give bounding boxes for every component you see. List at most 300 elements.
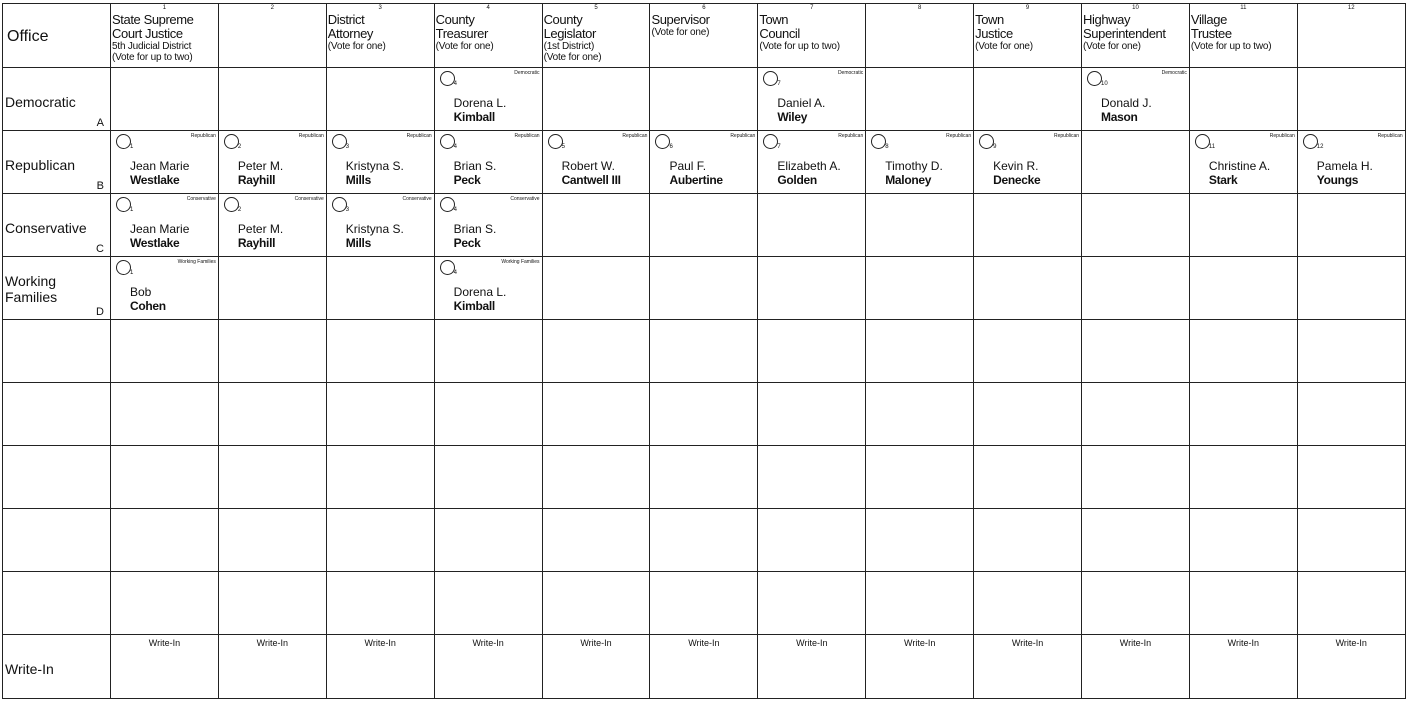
party-row-letter: B	[96, 180, 104, 192]
writein-cell[interactable]	[974, 635, 1082, 699]
empty-cell	[3, 446, 111, 509]
candidate-first-name: Paul F.	[669, 159, 707, 173]
candidate-party-label: Republican	[514, 133, 540, 139]
candidate-cell[interactable]	[326, 131, 434, 194]
office-title-line: Court Justice	[112, 26, 183, 41]
party-row-letter: D	[96, 306, 104, 318]
candidate-cell[interactable]	[434, 257, 542, 320]
vote-oval[interactable]	[763, 71, 781, 87]
writein-label: Write-In	[1011, 638, 1044, 648]
candidate-last-name: Rayhill	[237, 173, 276, 187]
empty-cell	[974, 572, 1082, 635]
empty-cell	[758, 257, 866, 320]
party-name-line: Working	[5, 273, 57, 289]
empty-cell	[218, 572, 326, 635]
writein-cell[interactable]	[1297, 635, 1405, 699]
candidate-cell[interactable]	[866, 131, 974, 194]
office-instruction: (Vote for one)	[975, 41, 1033, 52]
oval-number: 3	[345, 207, 350, 213]
vote-oval[interactable]	[224, 197, 242, 213]
empty-cell	[1082, 572, 1190, 635]
vote-oval[interactable]	[440, 134, 458, 150]
empty-cell	[974, 509, 1082, 572]
empty-cell	[866, 383, 974, 446]
empty-cell	[3, 383, 111, 446]
party-name	[5, 273, 57, 305]
candidate-last-name: Mason	[1101, 110, 1138, 124]
office-instruction: (Vote for one)	[327, 41, 386, 52]
empty-cell	[542, 68, 650, 131]
office-instruction: (Vote for one)	[1083, 41, 1141, 52]
office-title	[975, 13, 1033, 52]
empty-cell	[326, 320, 434, 383]
writein-cell[interactable]	[1189, 635, 1297, 699]
empty-cell	[326, 446, 434, 509]
oval-number: 8	[885, 144, 889, 150]
column-number: 3	[378, 5, 382, 11]
office-instruction: (Vote for up to two)	[1190, 41, 1272, 52]
office-column-header	[1297, 4, 1405, 68]
candidate-party-label: Republican	[1269, 133, 1295, 139]
empty-cell	[1297, 68, 1405, 131]
candidate-cell[interactable]	[434, 131, 542, 194]
empty-cell	[111, 446, 219, 509]
vote-oval[interactable]	[1195, 134, 1210, 149]
candidate-party-label: Republican	[190, 133, 216, 139]
writein-cell[interactable]	[1082, 635, 1190, 699]
column-number: 8	[918, 5, 922, 11]
writein-label-cell	[3, 635, 111, 699]
vote-oval[interactable]	[332, 197, 350, 213]
candidate-last-name: Cohen	[130, 299, 166, 313]
empty-cell	[1297, 446, 1405, 509]
blank-row	[3, 446, 1406, 509]
empty-cell	[866, 320, 974, 383]
candidate-party-label: Republican	[946, 133, 972, 139]
candidate-first-name: Robert W.	[561, 159, 615, 173]
column-number: 11	[1240, 5, 1247, 11]
oval-number: 1	[130, 144, 134, 150]
office-title-line: Council	[759, 26, 800, 41]
office-title	[1083, 13, 1166, 52]
empty-cell	[974, 320, 1082, 383]
writein-cell[interactable]	[111, 635, 219, 699]
empty-cell	[326, 509, 434, 572]
empty-cell	[542, 572, 650, 635]
empty-cell	[650, 572, 758, 635]
empty-cell	[866, 257, 974, 320]
candidate-first-name: Kevin R.	[993, 159, 1039, 173]
candidate-cell[interactable]	[1297, 131, 1405, 194]
writein-label: Write-In	[256, 638, 288, 648]
candidate-first-name: Christine A.	[1208, 159, 1271, 173]
office-title	[759, 13, 840, 52]
office-title-line: Justice	[975, 26, 1013, 41]
writein-cell[interactable]	[542, 635, 650, 699]
empty-cell	[758, 509, 866, 572]
empty-cell	[1082, 194, 1190, 257]
candidate-cell[interactable]	[434, 194, 542, 257]
empty-cell	[218, 257, 326, 320]
candidate-cell[interactable]	[218, 194, 326, 257]
candidate-party-label: Democratic	[837, 70, 864, 76]
office-title-line: Treasurer	[435, 26, 488, 41]
writein-cell[interactable]	[326, 635, 434, 699]
empty-cell	[1297, 320, 1405, 383]
office-title	[436, 13, 494, 52]
empty-cell	[434, 320, 542, 383]
office-instruction: (1st District)	[543, 41, 595, 52]
column-number: 2	[270, 5, 274, 11]
empty-cell	[1297, 572, 1405, 635]
office-title-line: Superintendent	[1083, 26, 1166, 41]
oval-number: 7	[777, 81, 781, 87]
candidate-party-label: Conservative	[186, 196, 216, 202]
candidate-last-name: Youngs	[1316, 173, 1359, 187]
office-header-label-cell	[3, 4, 111, 68]
empty-cell	[1082, 131, 1190, 194]
empty-cell	[542, 257, 650, 320]
candidate-party-label: Working Families	[177, 259, 216, 265]
writein-label: Write-In	[1119, 638, 1152, 648]
party-row-letter: C	[96, 243, 104, 255]
party-name	[5, 220, 87, 236]
empty-cell	[434, 446, 542, 509]
oval-number: 1	[130, 270, 134, 276]
empty-cell	[1189, 320, 1297, 383]
empty-cell	[1082, 446, 1190, 509]
empty-cell	[542, 509, 650, 572]
candidate-last-name: Kimball	[453, 299, 495, 313]
candidate-cell[interactable]	[111, 194, 219, 257]
writein-cell[interactable]	[434, 635, 542, 699]
candidate-first-name: Kristyna S.	[345, 159, 404, 173]
writein-cell[interactable]	[650, 635, 758, 699]
writein-label: Write-In	[148, 638, 181, 648]
vote-oval[interactable]	[116, 134, 134, 150]
office-title-line: Highway	[1083, 12, 1131, 27]
office-column-header	[434, 4, 542, 68]
empty-cell	[1189, 257, 1297, 320]
candidate-cell[interactable]	[650, 131, 758, 194]
candidate-last-name: Westlake	[130, 236, 180, 250]
writein-label: Write-In	[796, 638, 828, 648]
vote-oval[interactable]	[1303, 134, 1318, 149]
empty-cell	[542, 446, 650, 509]
party-name-line: Conservative	[5, 220, 87, 236]
candidate-first-name: Timothy D.	[885, 159, 943, 173]
empty-cell	[650, 446, 758, 509]
empty-cell	[974, 446, 1082, 509]
office-title-line: County	[543, 12, 583, 27]
empty-cell	[434, 509, 542, 572]
empty-cell	[111, 68, 219, 131]
empty-cell	[218, 68, 326, 131]
party-row	[3, 68, 1406, 131]
office-instruction: (Vote for one)	[435, 41, 494, 52]
empty-cell	[866, 509, 974, 572]
empty-cell	[1082, 383, 1190, 446]
vote-oval[interactable]	[763, 134, 781, 150]
office-instruction: (Vote for up to two)	[112, 52, 193, 63]
candidate-last-name: Peck	[453, 236, 481, 250]
candidate-party-label: Democratic	[514, 70, 540, 76]
office-title-line: Legislator	[543, 26, 596, 41]
blank-row	[3, 320, 1406, 383]
office-title	[544, 13, 602, 63]
office-title-line: Town	[759, 12, 789, 27]
oval-number: 4	[453, 207, 458, 213]
party-label-cell	[3, 257, 111, 320]
oval-number: 4	[453, 81, 458, 87]
party-name	[5, 94, 76, 110]
column-number: 10	[1132, 5, 1139, 11]
party-row	[3, 194, 1406, 257]
empty-cell	[542, 194, 650, 257]
candidate-cell[interactable]	[111, 131, 219, 194]
candidate-party-label: Republican	[1053, 133, 1080, 139]
writein-row-label: Write-In	[5, 661, 54, 677]
party-label-cell	[3, 68, 111, 131]
candidate-last-name: Golden	[777, 173, 817, 187]
empty-cell	[758, 446, 866, 509]
oval-number: 2	[237, 144, 242, 150]
empty-cell	[326, 257, 434, 320]
office-title-line: Village	[1190, 12, 1227, 27]
vote-oval[interactable]	[440, 71, 458, 87]
candidate-first-name: Jean Marie	[130, 222, 190, 236]
writein-label: Write-In	[580, 638, 612, 648]
candidate-first-name: Elizabeth A.	[777, 159, 841, 173]
empty-cell	[326, 68, 434, 131]
candidate-last-name: Aubertine	[669, 173, 723, 187]
candidate-cell[interactable]	[111, 257, 219, 320]
empty-cell	[434, 572, 542, 635]
writein-label: Write-In	[364, 638, 396, 648]
office-title	[651, 13, 709, 38]
candidate-last-name: Cantwell III	[561, 173, 621, 187]
candidate-cell[interactable]	[758, 131, 866, 194]
column-number: 1	[162, 5, 167, 11]
oval-number: 4	[453, 270, 458, 276]
office-title-line: State Supreme	[112, 12, 194, 27]
empty-cell	[650, 68, 758, 131]
candidate-first-name: Dorena L.	[453, 285, 507, 299]
office-title-line: Trustee	[1190, 26, 1232, 41]
oval-number: 11	[1208, 144, 1216, 150]
empty-cell	[218, 320, 326, 383]
office-instruction: (Vote for up to two)	[759, 41, 840, 52]
empty-cell	[1297, 383, 1405, 446]
column-number: 4	[486, 5, 490, 11]
candidate-cell[interactable]	[542, 131, 650, 194]
vote-oval[interactable]	[224, 134, 242, 150]
empty-cell	[1189, 194, 1297, 257]
candidate-party-label: Republican	[1377, 133, 1403, 139]
candidate-first-name: Bob	[130, 285, 152, 299]
candidate-cell[interactable]	[326, 194, 434, 257]
writein-label: Write-In	[688, 638, 720, 648]
empty-cell	[434, 383, 542, 446]
candidate-cell[interactable]	[758, 68, 866, 131]
blank-row	[3, 383, 1406, 446]
oval-number: 2	[237, 207, 242, 213]
candidate-last-name: Westlake	[130, 173, 180, 187]
candidate-party-label: Republican	[838, 133, 864, 139]
oval-number: 3	[345, 144, 350, 150]
empty-cell	[650, 383, 758, 446]
empty-cell	[111, 383, 219, 446]
office-instruction: 5th Judicial District	[112, 41, 192, 52]
writein-cell[interactable]	[866, 635, 974, 699]
office-header-label: Office	[7, 28, 49, 45]
office-column-header	[111, 4, 219, 68]
column-number: 7	[810, 5, 814, 11]
column-number: 5	[594, 5, 598, 11]
candidate-first-name: Brian S.	[453, 222, 497, 236]
oval-number: 10	[1101, 81, 1108, 87]
vote-oval[interactable]	[979, 134, 997, 150]
vote-oval[interactable]	[871, 134, 889, 150]
empty-cell	[974, 257, 1082, 320]
oval-number: 9	[993, 144, 997, 150]
vote-oval[interactable]	[116, 197, 134, 213]
office-column-header	[218, 4, 326, 68]
empty-cell	[1297, 509, 1405, 572]
column-number: 12	[1347, 5, 1355, 11]
writein-label: Write-In	[1335, 638, 1367, 648]
empty-cell	[758, 572, 866, 635]
candidate-last-name: Stark	[1208, 173, 1238, 187]
office-column-header	[866, 4, 974, 68]
empty-cell	[1082, 257, 1190, 320]
candidate-last-name: Peck	[453, 173, 481, 187]
empty-cell	[650, 257, 758, 320]
office-column-header	[1189, 4, 1297, 68]
candidate-party-label: Republican	[730, 133, 756, 139]
candidate-cell[interactable]	[974, 131, 1082, 194]
party-label-cell	[3, 194, 111, 257]
candidate-party-label: Working Families	[501, 259, 540, 265]
office-title-line: Supervisor	[651, 12, 710, 27]
writein-row	[3, 635, 1406, 699]
candidate-last-name: Rayhill	[237, 236, 276, 250]
vote-oval[interactable]	[1087, 71, 1102, 86]
empty-cell	[218, 446, 326, 509]
candidate-first-name: Dorena L.	[453, 96, 507, 110]
candidate-first-name: Donald J.	[1101, 96, 1152, 110]
empty-cell	[542, 383, 650, 446]
office-column-header	[758, 4, 866, 68]
writein-cell[interactable]	[218, 635, 326, 699]
oval-number: 12	[1316, 144, 1324, 150]
oval-number: 7	[777, 144, 781, 150]
candidate-cell[interactable]	[218, 131, 326, 194]
candidate-party-label: Conservative	[402, 196, 432, 202]
party-name-line: Families	[5, 289, 58, 305]
office-column-header	[974, 4, 1082, 68]
ballot-table	[2, 3, 1406, 699]
candidate-party-label: Conservative	[510, 196, 540, 202]
writein-cell[interactable]	[758, 635, 866, 699]
empty-cell	[1082, 320, 1190, 383]
writein-label: Write-In	[1227, 638, 1260, 648]
candidate-last-name: Maloney	[885, 173, 932, 187]
office-column-header	[326, 4, 434, 68]
vote-oval[interactable]	[440, 260, 458, 276]
candidate-last-name: Mills	[345, 236, 371, 250]
vote-oval[interactable]	[332, 134, 350, 150]
empty-cell	[3, 572, 111, 635]
candidate-last-name: Kimball	[453, 110, 495, 124]
empty-cell	[974, 68, 1082, 131]
candidate-cell[interactable]	[1082, 68, 1190, 131]
candidate-cell[interactable]	[1189, 131, 1297, 194]
candidate-first-name: Daniel A.	[777, 96, 826, 110]
vote-oval[interactable]	[116, 260, 134, 276]
candidate-party-label: Democratic	[1161, 70, 1187, 76]
candidate-party-label: Republican	[622, 133, 648, 139]
vote-oval[interactable]	[548, 134, 563, 149]
vote-oval[interactable]	[655, 134, 673, 150]
empty-cell	[758, 320, 866, 383]
office-title-line: Attorney	[327, 26, 373, 41]
office-title	[112, 13, 194, 63]
empty-cell	[218, 509, 326, 572]
empty-cell	[3, 320, 111, 383]
empty-cell	[1082, 509, 1190, 572]
office-title-line: Town	[975, 12, 1004, 27]
candidate-first-name: Brian S.	[453, 159, 497, 173]
empty-cell	[1189, 383, 1297, 446]
party-row	[3, 131, 1406, 194]
office-column-header	[542, 4, 650, 68]
candidate-last-name: Denecke	[993, 173, 1041, 187]
empty-cell	[542, 320, 650, 383]
empty-cell	[1189, 446, 1297, 509]
office-title	[1191, 13, 1272, 52]
candidate-last-name: Mills	[345, 173, 371, 187]
candidate-first-name: Jean Marie	[130, 159, 190, 173]
empty-cell	[111, 509, 219, 572]
office-instruction: (Vote for one)	[543, 52, 602, 63]
empty-cell	[3, 509, 111, 572]
party-name-line: Democratic	[5, 94, 76, 110]
candidate-first-name: Pamela H.	[1316, 159, 1373, 173]
empty-cell	[974, 383, 1082, 446]
candidate-cell[interactable]	[434, 68, 542, 131]
office-header-row	[3, 4, 1406, 68]
empty-cell	[1189, 68, 1297, 131]
candidate-party-label: Republican	[406, 133, 432, 139]
candidate-first-name: Kristyna S.	[345, 222, 404, 236]
oval-number: 5	[561, 144, 565, 150]
office-title-line: District	[327, 12, 365, 27]
blank-row	[3, 509, 1406, 572]
empty-cell	[866, 446, 974, 509]
empty-cell	[326, 572, 434, 635]
office-title-line: County	[435, 12, 475, 27]
writein-label: Write-In	[904, 638, 936, 648]
party-label-cell	[3, 131, 111, 194]
empty-cell	[866, 572, 974, 635]
oval-number: 6	[669, 144, 673, 150]
party-row-letter: A	[96, 117, 104, 129]
party-row	[3, 257, 1406, 320]
candidate-party-label: Conservative	[294, 196, 324, 202]
vote-oval[interactable]	[440, 197, 458, 213]
office-column-header	[1082, 4, 1190, 68]
